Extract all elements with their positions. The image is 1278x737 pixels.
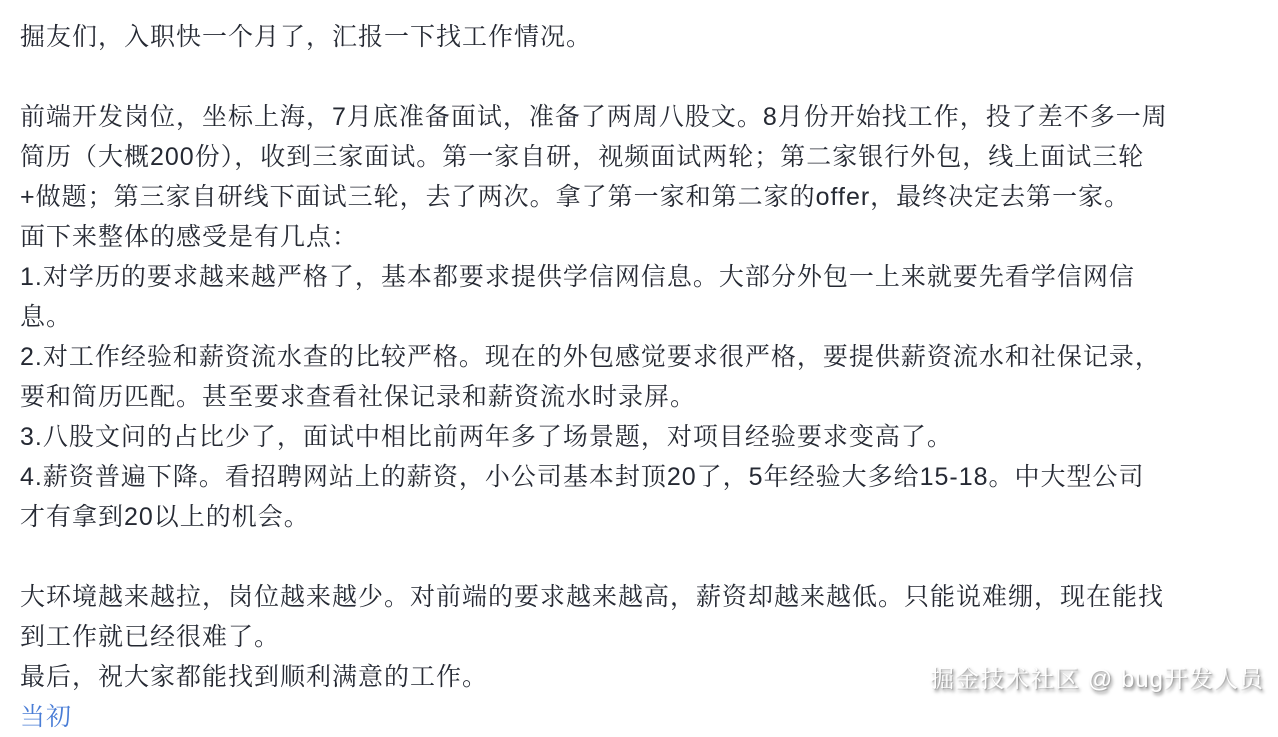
post-text-line: 掘友们，入职快一个月了，汇报一下找工作情况。 bbox=[20, 23, 593, 51]
post-content bbox=[20, 17, 1262, 737]
post-text-line: 息。 bbox=[20, 303, 73, 331]
watermark: 掘金技术社区 @ bug开发人员 bbox=[930, 666, 1264, 693]
post-text-line: 面下来整体的感受是有几点： bbox=[20, 223, 359, 251]
post-text-line: 大环境越来越拉，岗位越来越少。对前端的要求越来越高，薪资却越来越低。只能说难绷，现在能找 bbox=[20, 583, 1165, 611]
post-text-line: 简历（大概200份），收到三家面试。第一家自研，视频面试两轮；第二家银行外包，线上面试三轮 bbox=[20, 143, 1145, 171]
post-text-line: 要和简历匹配。甚至要求查看社保记录和薪资流水时录屏。 bbox=[20, 383, 697, 411]
post-text-line: 最后，祝大家都能找到顺利满意的工作。 bbox=[20, 663, 489, 691]
post-text-line: 3.八股文问的占比少了，面试中相比前两年多了场景题，对项目经验要求变高了。 bbox=[20, 423, 953, 451]
post-text-line: 才有拿到20以上的机会。 bbox=[20, 503, 310, 531]
truncated-tag-link[interactable]: 当初 bbox=[20, 703, 73, 731]
post-text-line: 1.对学历的要求越来越严格了，基本都要求提供学信网信息。大部分外包一上来就要先看学信网信 bbox=[20, 263, 1135, 291]
post-text-line: 2.对工作经验和薪资流水查的比较严格。现在的外包感觉要求很严格，要提供薪资流水和社保记录， bbox=[20, 343, 1161, 371]
blank-line bbox=[20, 537, 1262, 577]
post-text-line: 4.薪资普遍下降。看招聘网站上的薪资，小公司基本封顶20了，5年经验大多给15-18。中大型公司 bbox=[20, 463, 1145, 491]
post-text-line: +做题；第三家自研线下面试三轮，去了两次。拿了第一家和第二家的offer，最终决定去第一家。 bbox=[20, 183, 1131, 211]
post-text-line: 前端开发岗位，坐标上海，7月底准备面试，准备了两周八股文。8月份开始找工作，投了差不多一周 bbox=[20, 103, 1168, 131]
post-text-line: 到工作就已经很难了。 bbox=[20, 623, 281, 651]
blank-line bbox=[20, 57, 1262, 97]
